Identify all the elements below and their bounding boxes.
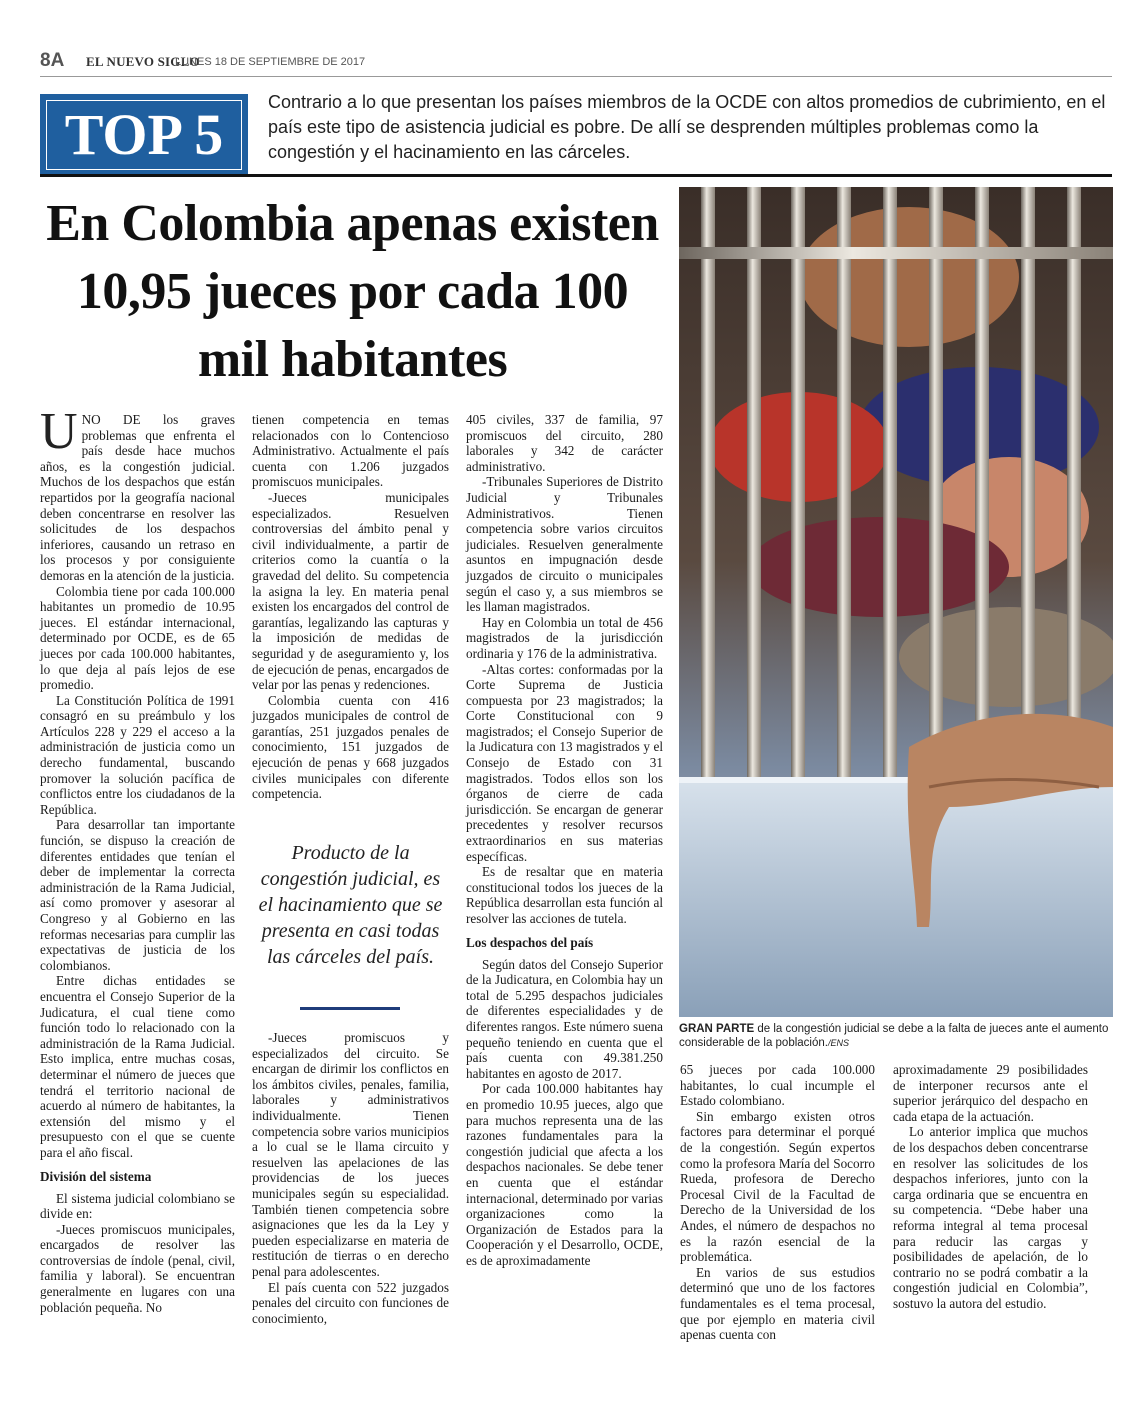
article-column-3 — [466, 412, 663, 1268]
paragraph: Lo anterior implica que muchos de los despachos deben concentrarse en resolver las solicitudes de los despachos inferiores, junto con la carga ordinaria que se encuentra en su competencia. “Debe haber una reforma integral al tema procesal para reducir las cargas y posibilidades de apelación, de lo contrario no se podrá combatir a la congestión judicial en Colombia”, sostuvo la autora del estudio. — [893, 1124, 1088, 1311]
headline: En Colombia apenas existen 10,95 jueces por cada 100 mil habitantes — [46, 195, 659, 388]
prison-photo — [679, 187, 1113, 1017]
paragraph: -Altas cortes: conformadas por la Corte Suprema de Justicia compuesta por 23 magistrados; la Corte Constitucional con 9 magistrados; el Consejo Superior de la Judicatura con 13 magistrados y el Consejo de Estado con 31 magistrados. Todos ellos son los órganos de cierre de cada jurisdicción. Se encargan de generar precedentes y resolver recursos extraordinarios en sus materias específicas. — [466, 661, 663, 864]
paragraph: aproximadamente 29 posibilidades de interponer recursos ante el superior jerárquico del despacho en cada etapa de la actuación. — [893, 1062, 1088, 1124]
paragraph: -Jueces municipales especializados. Resuelven controversias del ámbito penal y civil individualmente, a partir de criterios como la cuantía o la gravedad del delito. Su competencia la asigna la ley. En materia penal existen los encargados del control de garantías, legalizando las capturas y la imposición de medidas de seguridad y de aseguramiento y, los de ejecución de penas, encargados de velar por las penas y redenciones. — [252, 489, 449, 693]
paragraph: Por cada 100.000 habitantes hay en promedio 10.95 jueces, algo que para muchos representa una de las razones fundamentales para la congestión judicial que afecta a los despachos nacionales. Se debe tener en cuenta que el estándar internacional, determinado por varias organizaciones como la Organización de Estados para la Cooperación y el Desarrollo, OCDE, es de aproximadamente — [466, 1081, 664, 1268]
article-column-5 — [893, 1062, 1088, 1312]
article-column-1 — [40, 403, 235, 1315]
caption-lead: GRAN PARTE — [679, 1023, 755, 1035]
paragraph: Según datos del Consejo Superior de la Judicatura, en Colombia hay un total de 5.295 despachos judiciales de diferentes especialidades y de diferentes rangos. Este número suena pequeño teniendo en cuenta que el país cuenta con 49.381.250 habitantes en agosto de 2017. — [466, 956, 663, 1081]
paragraph: En varios de sus estudios determinó que uno de los factores fundamentales es el tema procesal, que por ejemplo en materia civil apenas cuenta con — [680, 1264, 875, 1343]
top5-label: TOP 5 — [64, 102, 224, 167]
top5-badge — [40, 94, 248, 176]
caption-text: de la congestión judicial se debe a la falta de jueces ante el aumento considerable de la población. — [679, 1023, 1109, 1049]
prison-bars-illustration — [679, 187, 1113, 1017]
photo-caption — [679, 1022, 1113, 1050]
paragraph: -Jueces promiscuos municipales, encargados de resolver las controversias de índole (penal, civil, familia y laboral). Se encuentran generalmente en lugares con una población pequeña. No — [40, 1221, 235, 1315]
photo-credit: /ENS — [827, 1038, 849, 1048]
paragraph: Colombia tiene por cada 100.000 habitantes un promedio de 10.95 jueces. El estándar internacional, determinado por OCDE, es de 65 jueces por cada 100.000 habitantes, lo que deja al país lejos de ese promedio. — [40, 583, 235, 693]
paragraph: 405 civiles, 337 de familia, 97 promiscuos del circuito, 280 laborales y 342 de carácter administrativo. — [466, 412, 663, 474]
masthead: EL NUEVO SIGLO — [86, 54, 200, 69]
subheading-division: División del sistema — [40, 1168, 152, 1184]
subheading-despachos: Los despachos del país — [466, 934, 594, 950]
article-column-4 — [680, 1062, 875, 1343]
article-column-2 — [252, 412, 449, 802]
paragraph: La Constitución Política de 1991 consagró en su preámbulo y los Artículos 228 y 229 el acceso a la administración de justicia como un derecho fundamental, buscando promover la solución pacífica de conflictos entre los ciudadanos de la República. — [40, 692, 235, 817]
pull-quote-rule — [300, 1007, 400, 1010]
issue-date: LUNES 18 DE SEPTIEMBRE DE 2017 — [175, 56, 366, 68]
paragraph: Sin embargo existen otros factores para determinar el porqué de la congestión. Según expertos como la profesora María del Socorro Rueda, profesora de Derecho Procesal Civil de la Facultad de Derecho de la Universidad de los Andes, el número de despachos no es la razón esencial de la problemática. — [680, 1108, 875, 1265]
paragraph: tienen competencia en temas relacionados con lo Contencioso Administrativo. Actualmente el país cuenta con 1.206 juzgados promiscuos municipales. — [252, 412, 449, 490]
paragraph: Es de resaltar que en materia constitucional todos los jueces de la República desarrollan esta función al resolver las acciones de tutela. — [466, 864, 663, 926]
paragraph: Hay en Colombia un total de 456 magistrados de la jurisdicción ordinaria y 176 de la administrativa. — [466, 614, 663, 661]
paragraph: Colombia cuenta con 416 juzgados municipales de control de garantías, 251 juzgados penales de conocimiento, 151 juzgados de ejecución de penas y 668 juzgados civiles municipales con diferente competencia. — [252, 692, 449, 802]
drop-cap: U — [40, 403, 78, 460]
header-divider — [40, 76, 1112, 77]
lead-paragraph: UNO DE los graves problemas que enfrenta el país desde hace muchos años, es la congestión judicial. Muchos de los despachos que están repartidos por la geografía nacional deben concentrarse en resolver las solicitudes de los despachos inferiores, causando un retraso en los procesos y por consiguiente demoras en la atención de la justicia. — [40, 403, 235, 583]
paragraph: Para desarrollar tan importante función, se dispuso la creación de diferentes entidades que tenían el deber de implementar la correcta administración de la Rama Judicial, así como promover y asesorar al Congreso y al Gobierno en las reformas necesarias para cumplir las expectativas de justicia de los colombianos. — [40, 817, 235, 973]
paragraph: El sistema judicial colombiano se divide en: — [40, 1190, 235, 1222]
paragraph: -Jueces promiscuos y especializados del circuito. Se encargan de dirimir los conflictos en los ámbitos civiles, penales, familia, laborales y administrativos individualmente. Tienen competencia sobre varios municipios a lo cual se le llama circuito y resuelven las apelaciones de las providencias de los jueces municipales según su especialidad. También tienen competencia sobre asignaciones que les da la Ley y pueden especializarse en materia de restitución de tierras o en derecho penal para adolescentes. — [252, 1030, 449, 1279]
paragraph: Entre dichas entidades se encuentra el Consejo Superior de la Judicatura, el cual tiene como función todo lo relacionado con la administración de la Rama Judicial. Esto implica, entre muchas cosas, determinar el número de jueces que tendrá el territorio nacional de acuerdo al número de habitantes, la extensión del mismo y el presupuesto con el que se cuente para el año fiscal. — [40, 973, 235, 1160]
article-column-2-continued — [252, 1030, 449, 1326]
paragraph: 65 jueces por cada 100.000 habitantes, lo cual incumple el Estado colombiano. — [680, 1062, 875, 1109]
paragraph: El país cuenta con 522 juzgados penales del circuito con funciones de conocimiento, — [252, 1279, 449, 1326]
intro-summary: Contrario a lo que presentan los países miembros de la OCDE con altos promedios de cubrimiento, en el país este tipo de asistencia judicial es pobre. De allí se desprenden múltiples problemas como la congestión y el hacinamiento en las cárceles. — [268, 92, 1106, 162]
paragraph: -Tribunales Superiores de Distrito Judicial y Tribunales Administrativos. Tienen competencia sobre varios circuitos judiciales. Resuelven generalmente asuntos en impugnación desde juzgados de circuito o municipales según el caso y, a sus miembros se les llaman magistrados. — [466, 474, 663, 615]
page-number: 8A — [40, 50, 65, 71]
pull-quote: Producto de la congestión judicial, es el hacinamiento que se presenta en casi todas las cárceles del país. — [258, 842, 443, 968]
